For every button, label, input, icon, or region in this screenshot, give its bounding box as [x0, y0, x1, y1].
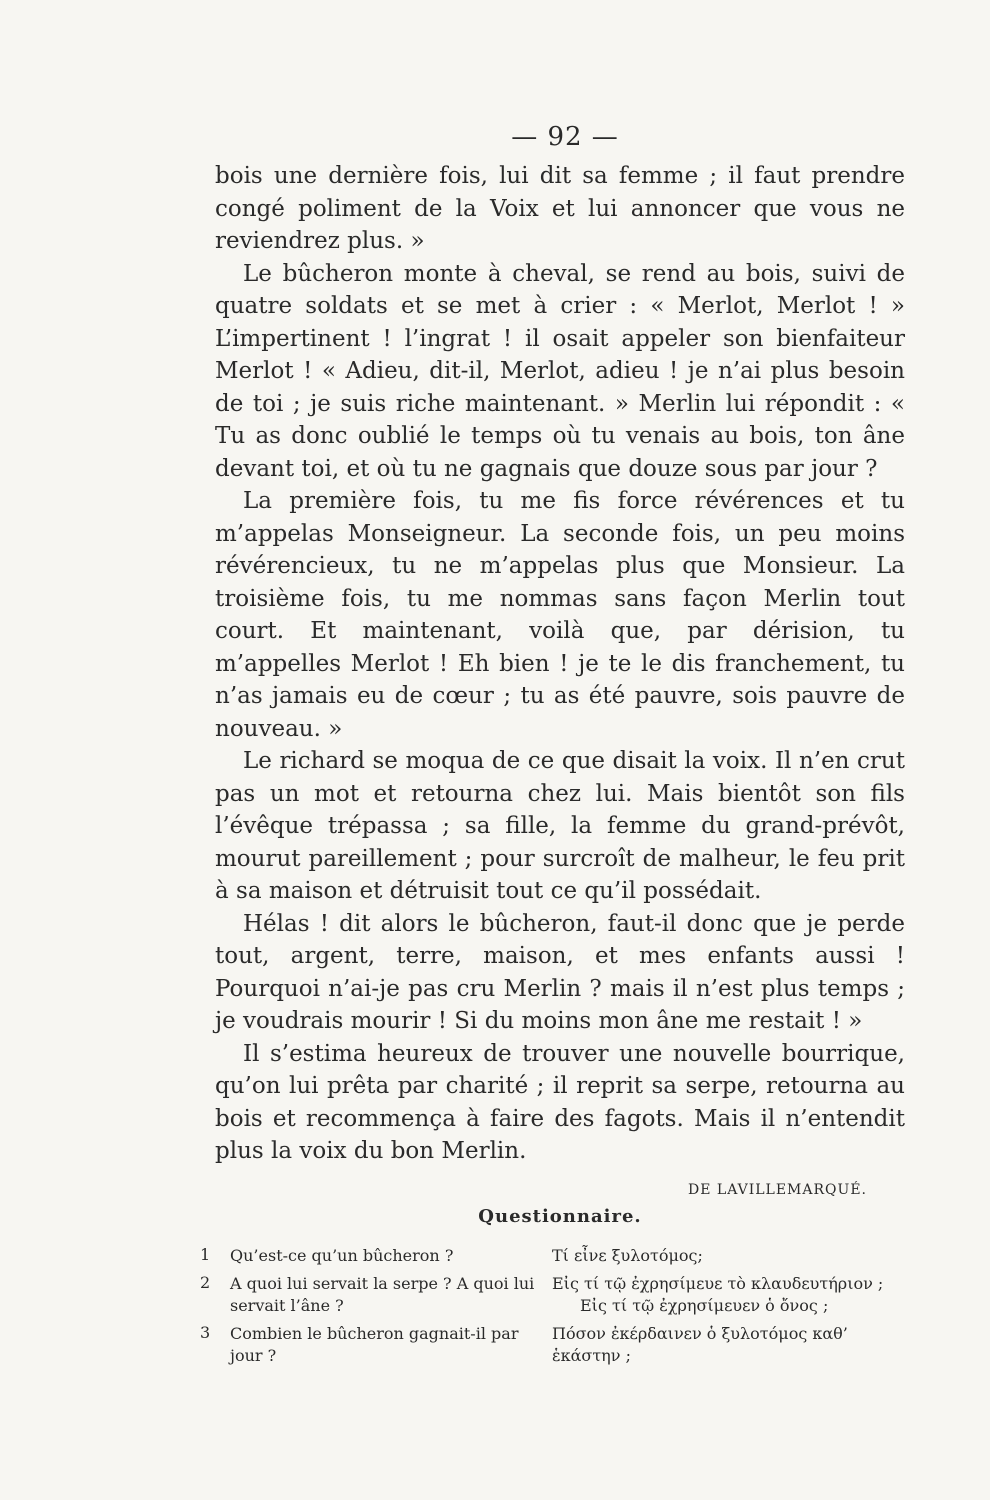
question-greek [552, 1323, 920, 1367]
question-number: 1 [200, 1245, 211, 1264]
question-french: A quoi lui servait la serpe ? A quoi lui servait l’âne ? [230, 1274, 535, 1315]
story-text [215, 160, 905, 1168]
question-greek-line: Εἰς τί τῷ ἐχρησίμευε τὸ κλαυδευτήριον ; [552, 1274, 884, 1293]
question-number: 3 [200, 1323, 211, 1342]
question-greek [552, 1273, 920, 1317]
page-number: — 92 — [511, 122, 619, 152]
question-number: 2 [200, 1273, 211, 1292]
paragraph: La première fois, tu me fis force révérences et tu m’appelas Monseigneur. La seconde fois, un peu moins révérencieux, tu ne m’appelas plus que Monsieur. La troisième fois, tu me nommas sans façon Merlin tout court. Et maintenant, voilà que, par dérision, tu m’appelles Merlot ! Eh bien ! je te le dis franchement, tu n’as jamais eu de cœur ; tu as été pauvre, sois pauvre de nouveau. » [215, 488, 905, 742]
question-greek-line: Πόσον ἐκέρδαινεν ὁ ξυλοτόμος καθ’ ἑκάστην ; [552, 1324, 848, 1365]
question-item [200, 1323, 920, 1367]
author-attribution: DE LAVILLEMARQUÉ. [688, 1182, 867, 1198]
paragraph: Hélas ! dit alors le bûcheron, faut-il donc que je perde tout, argent, terre, maison, et mes enfants aussi ! Pourquoi n’ai-je pas cru Merlin ? mais il n’est plus temps ; je voudrais mourir ! Si du moins mon âne me restait ! » [215, 910, 905, 1034]
paragraph: Il s’estima heureux de trouver une nouvelle bourrique, qu’on lui prêta par charité ; il reprit sa serpe, retourna au bois et recommença à faire des fagots. Mais il n’entendit plus la voix du bon Merlin. [215, 1040, 905, 1164]
question-item [200, 1273, 920, 1317]
questionnaire-heading: Questionnaire. [478, 1206, 642, 1227]
question-greek-line: Τί εἶνε ξυλοτόμος; [552, 1246, 703, 1265]
question-greek [552, 1245, 920, 1267]
questionnaire-list [200, 1245, 920, 1373]
paragraph: Le richard se moqua de ce que disait la voix. Il n’en crut pas un mot et retourna chez lui. Mais bientôt son fils l’évêque trépassa ; sa fille, la femme du grand-prévôt, mourut pareillement ; pour surcroît de malheur, le feu prit à sa maison et détruisit tout ce qu’il possédait. [215, 748, 905, 904]
question-greek-line: Εἰς τί τῷ ἐχρησίμευεν ὁ ὄνος ; [580, 1296, 829, 1315]
question-french: Qu’est-ce qu’un bûcheron ? [230, 1246, 454, 1265]
paragraph: bois une dernière fois, lui dit sa femme ; il faut prendre congé poliment de la Voix et lui annoncer que vous ne reviendrez plus. » [215, 163, 905, 254]
question-french: Combien le bûcheron gagnait-il par jour ? [230, 1324, 519, 1365]
paragraph: Le bûcheron monte à cheval, se rend au bois, suivi de quatre soldats et se met à crier : « Merlot, Merlot ! » L’impertinent ! l’ingrat ! il osait appeler son bienfaiteur Merlot ! « Adieu, dit-il, Merlot, adieu ! je n’ai plus besoin de toi ; je suis riche maintenant. » Merlin lui répondit : « Tu as donc oublié le temps où tu venais au bois, ton âne devant toi, et où tu ne gagnais que douze sous par jour ? [215, 260, 905, 482]
question-item [200, 1245, 920, 1267]
